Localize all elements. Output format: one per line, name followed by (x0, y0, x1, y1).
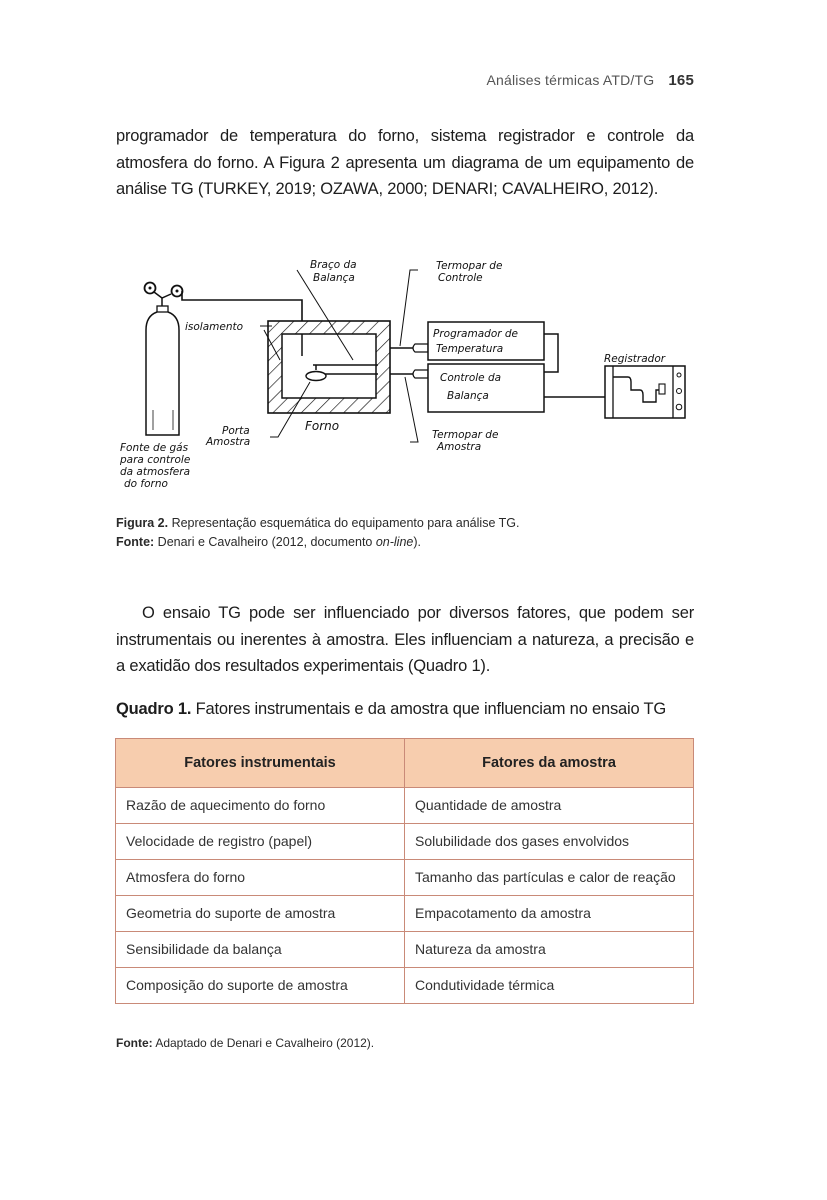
gas-cylinder (145, 283, 183, 436)
label-gas-source-4: do forno (124, 478, 168, 490)
label-sample-thermocouple-2: Amostra (437, 441, 482, 453)
table-row (116, 788, 694, 824)
label-balance-control-1: Controle da (440, 372, 502, 384)
column-header-sample: Fatores da amostra (405, 739, 694, 788)
label-sample-holder-2: Amostra (206, 436, 251, 448)
table-source-label: Fonte: (116, 1036, 153, 1050)
table-cell: Composição do suporte de amostra (116, 968, 405, 1004)
table-cell: Razão de aquecimento do forno (116, 788, 405, 824)
label-recorder: Registrador (604, 353, 666, 365)
quadro-title (116, 700, 666, 719)
table-cell: Solubilidade dos gases envolvidos (405, 824, 694, 860)
table-source (116, 1036, 374, 1050)
table-row (116, 824, 694, 860)
table-cell: Empacotamento da amostra (405, 896, 694, 932)
label-sample-holder-1: Porta (222, 425, 250, 437)
label-balance-control-2: Balança (447, 390, 489, 402)
label-balance-arm-1: Braço da (310, 259, 357, 271)
table-row (116, 932, 694, 968)
gas-line (182, 291, 302, 321)
label-balance-arm-2: Balança (313, 272, 355, 284)
table-cell: Velocidade de registro (papel) (116, 824, 405, 860)
table-cell: Quantidade de amostra (405, 788, 694, 824)
quadro-title-text: Fatores instrumentais e da amostra que influenciam no ensaio TG (191, 700, 667, 718)
figure-source-text: Denari e Cavalheiro (2012, documento (154, 535, 376, 549)
label-gas-source-1: Fonte de gás (120, 442, 189, 454)
tg-equipment-diagram (110, 250, 710, 500)
running-head (486, 72, 694, 89)
table-source-text: Adaptado de Denari e Cavalheiro (2012). (152, 1036, 375, 1050)
table-cell: Condutividade térmica (405, 968, 694, 1004)
table-cell: Geometria do suporte de amostra (116, 896, 405, 932)
table-cell: Natureza da amostra (405, 932, 694, 968)
figure-source-end: ). (413, 535, 422, 549)
label-programmer-1: Programador de (433, 328, 519, 340)
recorder (605, 366, 685, 418)
table-cell: Tamanho das partículas e calor de reação (405, 860, 694, 896)
quadro-title-label: Quadro 1. (116, 700, 192, 718)
table-row (116, 896, 694, 932)
running-title: Análises térmicas ATD/TG (486, 72, 655, 88)
label-gas-source-3: da atmosfera (120, 466, 191, 478)
figure-caption (116, 514, 519, 552)
label-sample-thermocouple-1: Termopar de (432, 429, 499, 441)
table-cell: Sensibilidade da balança (116, 932, 405, 968)
factors-table (115, 738, 694, 1004)
figure-source-label: Fonte: (116, 535, 155, 549)
intro-paragraph: programador de temperatura do forno, sistema registrador e controle da atmosfera do forno. A Figura 2 apresenta um diagrama de um equipamento de análise TG (TURKEY, 2019; OZAWA, 2000; DENARI; CAVALHEIRO, 2012). (116, 127, 694, 198)
page-number: 165 (668, 72, 694, 89)
label-control-thermocouple-2: Controle (438, 272, 483, 284)
label-furnace: Forno (305, 419, 340, 433)
label-control-thermocouple-1: Termopar de (436, 260, 503, 272)
column-header-instrumental: Fatores instrumentais (116, 739, 405, 788)
figure-source-italic: on-line (375, 535, 414, 549)
figure-caption-label: Figura 2. (116, 516, 169, 530)
factors-paragraph: O ensaio TG pode ser influenciado por diversos fatores, que podem ser instrumentais ou inerentes à amostra. Eles influenciam a natureza, a precisão e a exatidão dos resultados experimentais (Quadro 1). (116, 604, 694, 675)
table-row (116, 968, 694, 1004)
label-insulation: isolamento (185, 321, 244, 333)
label-programmer-2: Temperatura (436, 343, 504, 355)
figure-caption-text: Representação esquemática do equipamento para análise TG. (168, 516, 520, 530)
table-row (116, 860, 694, 896)
label-gas-source-2: para controle (120, 454, 191, 466)
table-cell: Atmosfera do forno (116, 860, 405, 896)
table-header-row (116, 739, 694, 788)
furnace (268, 321, 428, 413)
